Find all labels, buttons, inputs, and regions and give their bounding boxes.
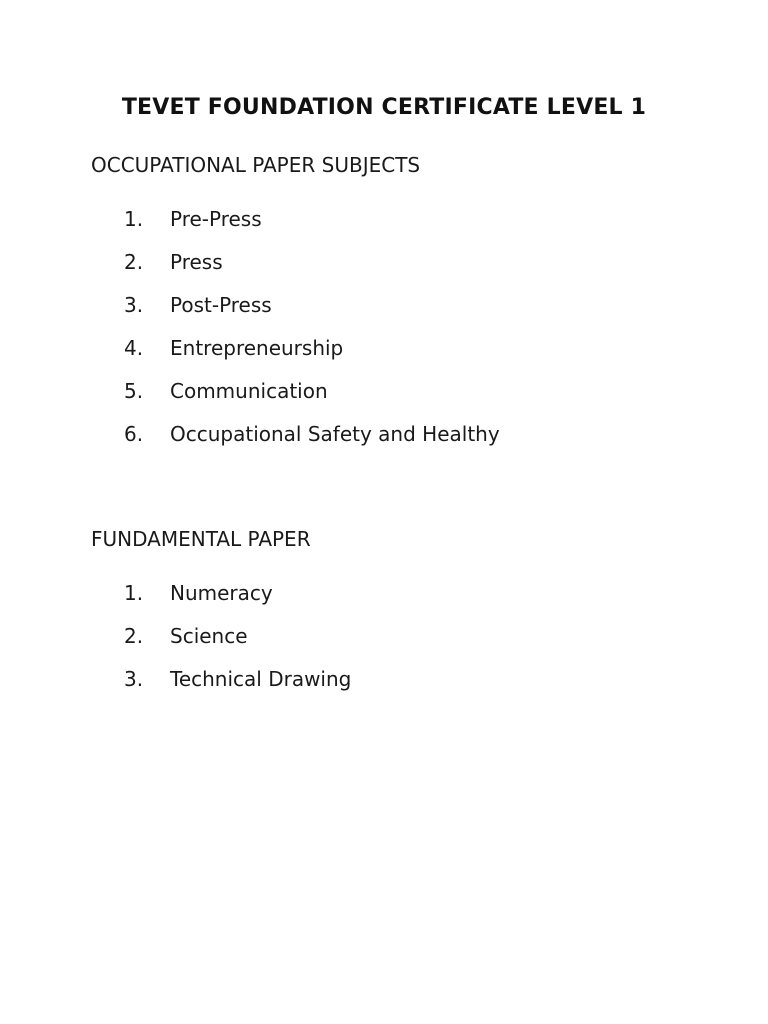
list-item-number: 3. — [124, 293, 144, 317]
list-item-text: Pre-Press — [170, 207, 262, 231]
list-item-number: 1. — [124, 581, 144, 605]
list-item-number: 3. — [124, 667, 144, 691]
list-item-text: Entrepreneurship — [170, 336, 344, 360]
document-title: TEVET FOUNDATION CERTIFICATE LEVEL 1 — [121, 95, 647, 120]
list-item-number: 1. — [124, 207, 144, 231]
list-item-number: 4. — [124, 336, 144, 360]
section-heading-fundamental: FUNDAMENTAL PAPER — [91, 527, 311, 551]
list-item-number: 2. — [124, 250, 144, 274]
list-item-text: Press — [170, 250, 223, 274]
list-item-number: 6. — [124, 422, 144, 446]
list-item-text: Science — [170, 624, 248, 648]
list-item-text: Communication — [170, 379, 328, 403]
section-heading-occupational: OCCUPATIONAL PAPER SUBJECTS — [91, 153, 421, 177]
list-item-number: 2. — [124, 624, 144, 648]
list-item-text: Occupational Safety and Healthy — [170, 422, 500, 446]
list-item-number: 5. — [124, 379, 144, 403]
list-item-text: Post-Press — [170, 293, 272, 317]
list-item-text: Technical Drawing — [170, 667, 352, 691]
list-item-text: Numeracy — [170, 581, 273, 605]
